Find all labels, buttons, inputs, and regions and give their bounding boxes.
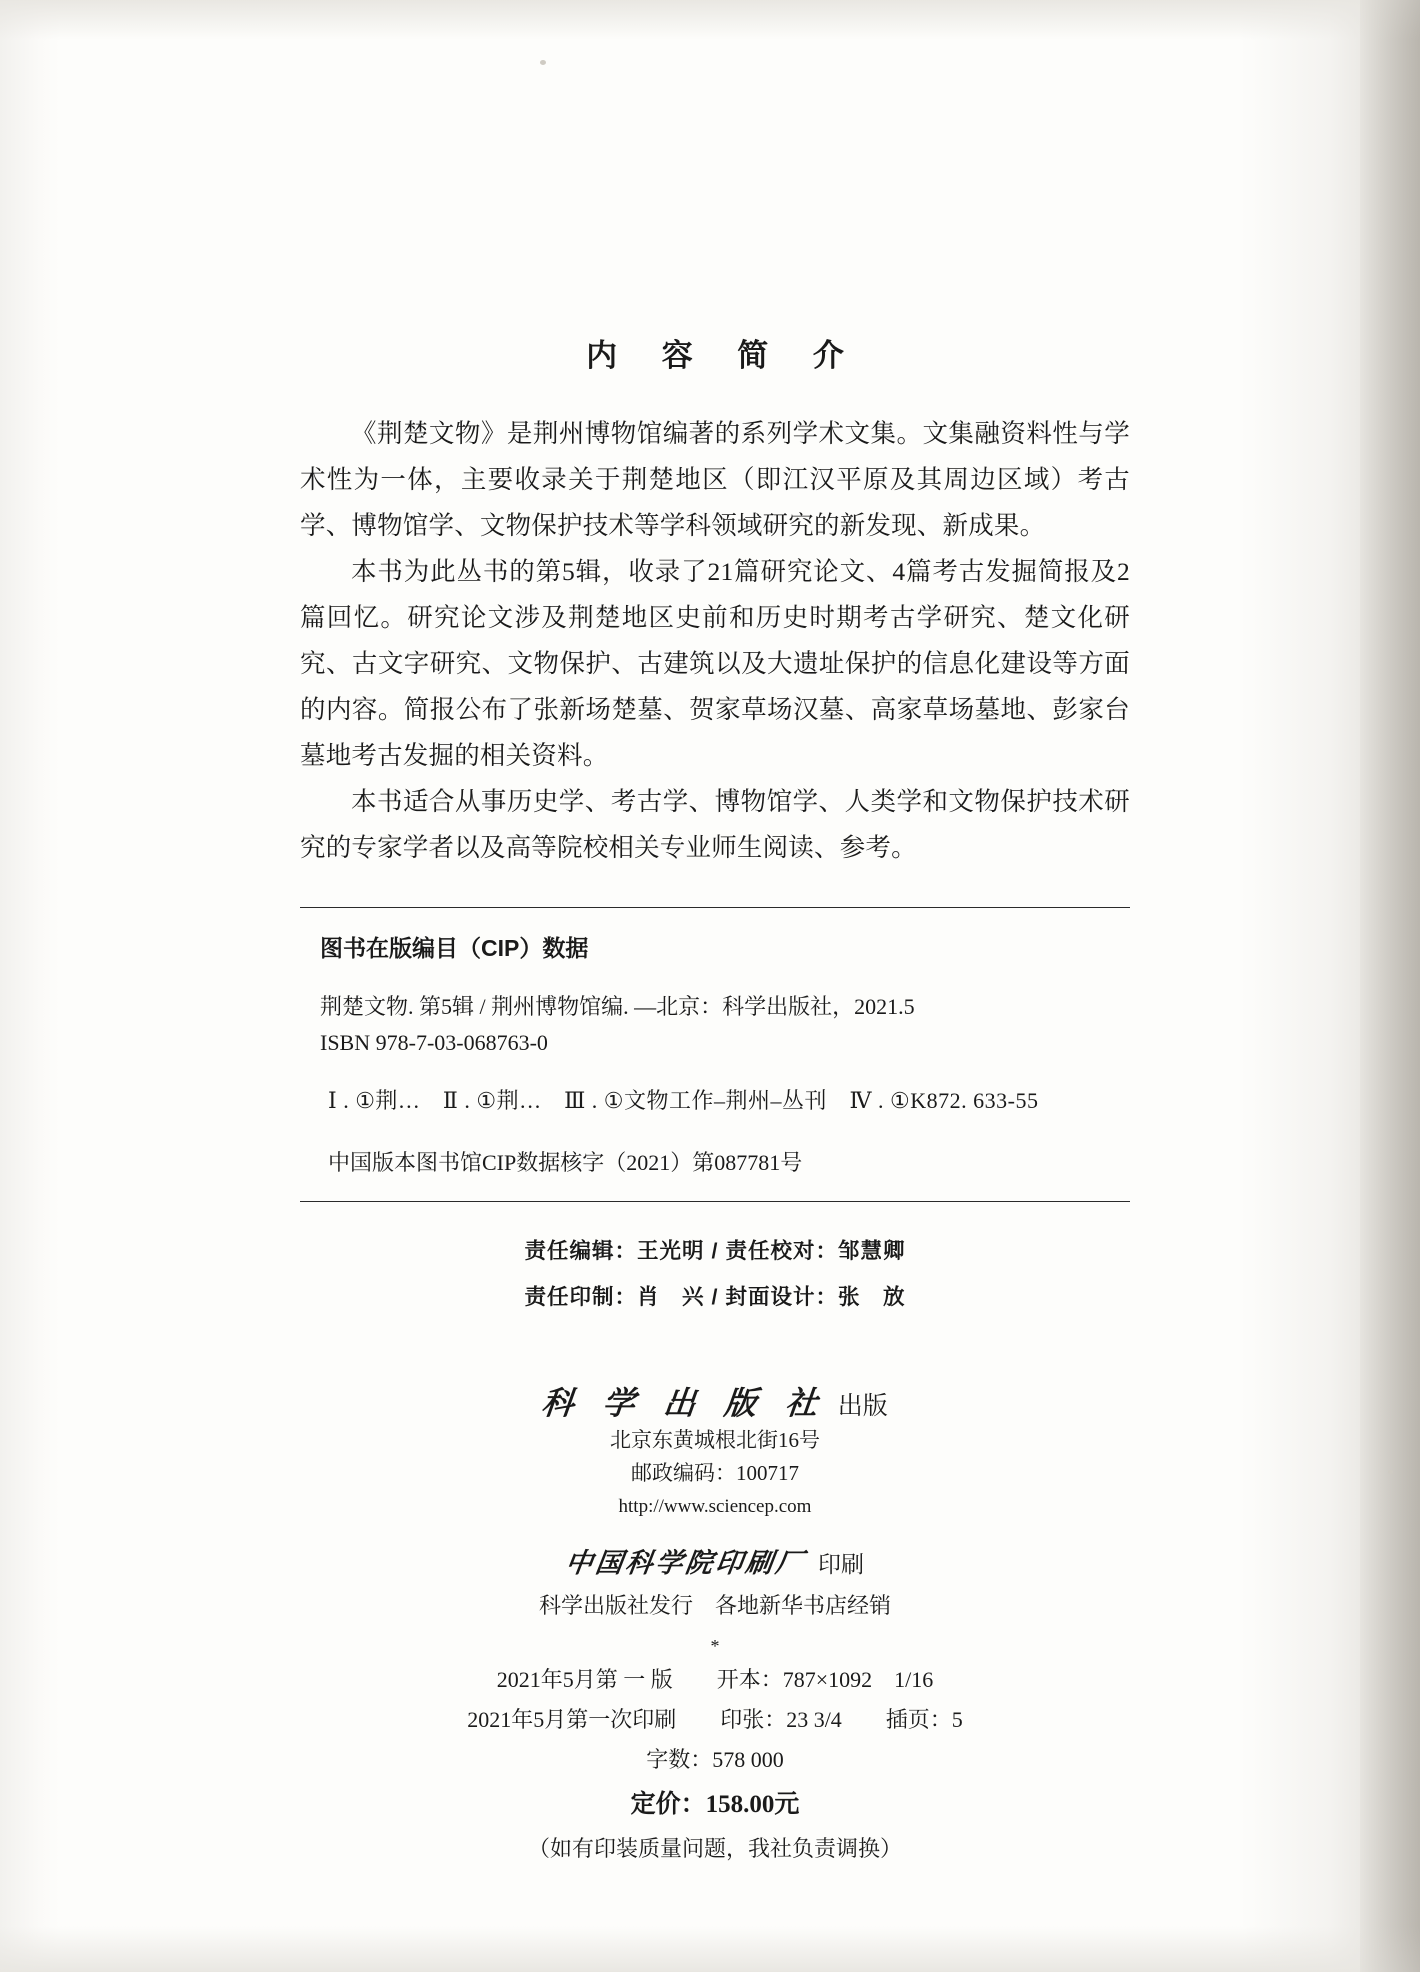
cip-top-rule [300, 907, 1130, 908]
publisher-suffix: 出版 [837, 1393, 888, 1420]
paper-bottom-shading [0, 1926, 1420, 1972]
credits-block [300, 1228, 1130, 1320]
printer-row [300, 1541, 1130, 1580]
cip-core-number: 中国版本图书馆CIP数据核字（2021）第087781号 [328, 1150, 803, 1175]
publisher-address: 北京东黄城根北街16号 [610, 1428, 820, 1452]
scan-speck [540, 60, 546, 65]
word-count-line: 字数：578 000 [646, 1747, 784, 1772]
publisher-postcode: 邮政编码：100717 [631, 1461, 799, 1485]
cip-block [300, 907, 1130, 1202]
edition-line-2: 2021年5月第一次印刷 印张：23 3/4 插页：5 [467, 1707, 963, 1732]
paper-top-shading [0, 0, 1420, 40]
cip-bibliographic-line: 荆楚文物. 第5辑 / 荆州博物馆编. —北京：科学出版社，2021.5 [320, 994, 915, 1019]
paper-right-edge-shadow [1360, 0, 1420, 1972]
price-line: 定价：158.00元 [630, 1791, 800, 1818]
cip-isbn: ISBN 978-7-03-068763-0 [320, 1030, 548, 1055]
cip-spacer [300, 1061, 1130, 1083]
copyright-page-content [300, 330, 1130, 1870]
cip-title: 图书在版编目（CIP）数据 [320, 935, 589, 961]
credit-line-editor: 责任编辑：王光明 / 责任校对：邹慧卿 [524, 1239, 906, 1263]
publisher-row [300, 1378, 1130, 1424]
quality-note: （如有印装质量问题，我社负责调换） [527, 1836, 902, 1861]
abstract-paragraph-1: 《荆楚文物》是荆州博物馆编著的系列学术文集。文集融资料性与学术性为一体，主要收录关于荆楚地区（即江汉平原及其周边区域）考古学、博物馆学、文物保护技术等学科领域研究的新发现、新成果。 [300, 419, 1130, 540]
distribution-line: 科学出版社发行 各地新华书店经销 [538, 1593, 891, 1618]
cip-classification: Ⅰ . ①荆… Ⅱ . ①荆… Ⅲ . ①文物工作–荆州–丛刊 Ⅳ . ①K872. 633-55 [328, 1088, 1039, 1113]
abstract-paragraph-3: 本书适合从事历史学、考古学、博物馆学、人类学和文物保护技术研究的专家学者以及高等院校相关专业师生阅读、参考。 [300, 787, 1130, 862]
printer-logo: 中国科学院印刷厂 [563, 1548, 808, 1578]
page-title: 内 容 简 介 [586, 338, 862, 373]
publisher-url: http://www.sciencep.com [618, 1496, 812, 1517]
abstract-paragraph-2: 本书为此丛书的第5辑，收录了21篇研究论文、4篇考古发掘简报及2篇回忆。研究论文涉及荆楚地区史前和历史时期考古学研究、楚文化研究、古文字研究、文物保护、古建筑以及大遗址保护的信息化建设等方面的内容。简报公布了张新场楚墓、贺家草场汉墓、高家草场墓地、彭家台墓地考古发掘的相关资料。 [300, 557, 1130, 770]
scan-speck [1388, 1470, 1393, 1474]
edition-line-1: 2021年5月第 一 版 开本：787×1092 1/16 [496, 1667, 934, 1692]
science-press-logo: 科 学 出 版 社 [540, 1385, 830, 1421]
printer-suffix: 印刷 [818, 1552, 864, 1577]
decorative-asterisk: * [710, 1636, 720, 1656]
cip-bottom-rule [300, 1201, 1130, 1202]
credit-line-production: 责任印制：肖 兴 / 封面设计：张 放 [524, 1285, 906, 1309]
